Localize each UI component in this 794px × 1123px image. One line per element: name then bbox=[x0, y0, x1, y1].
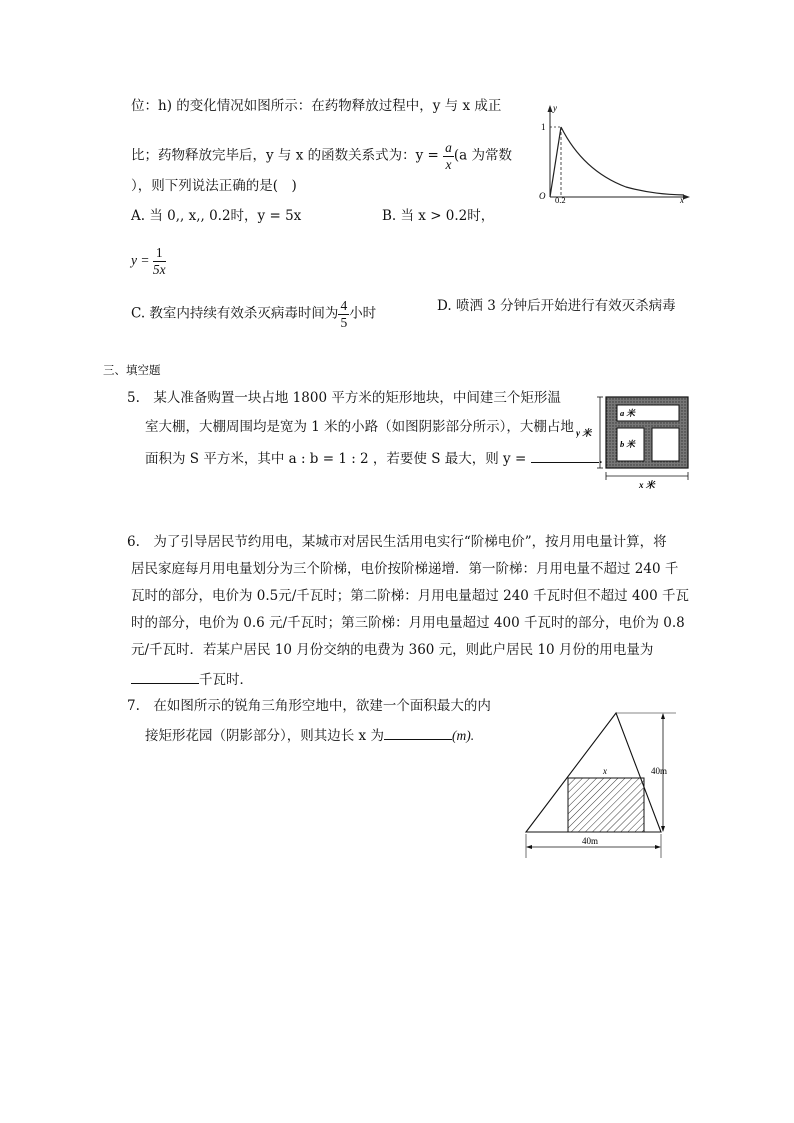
q4-fraction-4-over-5: $\frac{4}{5}$ bbox=[340, 298, 348, 330]
q4-function-graph bbox=[536, 103, 692, 205]
q5-a-label: a 米 bbox=[620, 408, 635, 418]
q5-y-label: y 米 bbox=[576, 428, 592, 438]
q4-option-b-cont: y = $\frac{1}{5x}$ bbox=[131, 245, 166, 277]
q7-line1: 7. 在如图所示的锐角三角形空地中，欲建一个面积最大的内 bbox=[127, 698, 491, 714]
q7-inscribed-rectangle bbox=[568, 778, 644, 832]
q4-line2 bbox=[131, 140, 512, 172]
graph-y-tick: 1 bbox=[541, 122, 546, 132]
q4-option-a: A. 当 0,, x,, 0.2时，y = 5x bbox=[131, 208, 302, 224]
section-title: 三、填空题 bbox=[103, 363, 161, 377]
q7-triangle-figure bbox=[518, 708, 690, 862]
graph-decay-curve bbox=[561, 127, 684, 195]
graph-rising-segment bbox=[550, 127, 561, 197]
q5-greenhouse-c bbox=[652, 428, 679, 461]
graph-origin-label: O bbox=[539, 191, 546, 201]
q7-x-label: x bbox=[603, 766, 607, 776]
q5-greenhouse-figure bbox=[576, 392, 694, 492]
q6-line2: 居民家庭每月用电量划分为三个阶梯，电价按阶梯递增．第一阶梯：月用电量不超过 240 千 bbox=[131, 561, 679, 577]
q6-answer-blank[interactable] bbox=[131, 671, 199, 684]
q4-option-d: D. 喷洒 3 分钟后开始进行有效灭杀病毒 bbox=[437, 298, 676, 314]
q5-x-label: x 米 bbox=[639, 480, 655, 490]
q5-b-label: b 米 bbox=[620, 439, 635, 449]
graph-y-label: y bbox=[553, 103, 557, 113]
q5-line2: 室大棚，大棚周围均是宽为 1 米的小路（如图阴影部分所示），大棚占地 bbox=[145, 419, 574, 435]
q4-fraction-a-over-x: $\frac{a}{x}$ bbox=[445, 140, 452, 172]
q4-fraction-1-over-5x: $\frac{1}{5x}$ bbox=[152, 245, 166, 277]
q4-line3: ），则下列说法正确的是( ) bbox=[131, 178, 297, 194]
q6-line4: 时的部分，电价为 0.6 元/千瓦时；第三阶梯：月用电量超过 400 千瓦时的部分，电价为 0.8 bbox=[131, 615, 685, 631]
q4-line2-suffix: (a 为常数 bbox=[453, 147, 512, 164]
graph-x-arrow bbox=[683, 195, 690, 200]
q7-height-label: 40m bbox=[651, 766, 668, 776]
q6-line5: 元/千瓦时．若某户居民 10 月份交纳的电费为 360 元，则此户居民 10 月份的用电量为 bbox=[131, 642, 654, 658]
q6-line1: 6. 为了引导居民节约用电，某城市对居民生活用电实行“阶梯电价”，按月用电量计算，将 bbox=[127, 534, 667, 550]
q4-line2-prefix: 比；药物释放完毕后，y 与 x 的函数关系式为：y = bbox=[131, 147, 444, 164]
q7-base-label: 40m bbox=[582, 836, 599, 846]
q6-line3: 瓦时的部分，电价为 0.5元/千瓦时；第二阶梯：月用电量超过 240 千瓦时但不超过 400 千瓦 bbox=[131, 588, 690, 604]
q7-answer-blank[interactable] bbox=[384, 727, 452, 740]
graph-x-label: x bbox=[680, 195, 684, 205]
q4-line1: 位：h) 的变化情况如图所示：在药物释放过程中，y 与 x 成正 bbox=[131, 98, 502, 114]
q4-option-b: B. 当 x > 0.2时， bbox=[382, 208, 495, 224]
q6-line6: 千瓦时． bbox=[131, 671, 253, 688]
graph-y-arrow bbox=[548, 105, 553, 112]
q4-option-c: C. 教室内持续有效杀灭病毒时间为 $\frac{4}{5}$ 小时 bbox=[131, 298, 377, 330]
q5-line1: 5. 某人准备购置一块占地 1800 平方米的矩形地块，中间建三个矩形温 bbox=[127, 390, 561, 406]
graph-x-tick: 0.2 bbox=[555, 195, 566, 205]
q7-line2: 接矩形花园（阴影部分），则其边长 x 为 (m). bbox=[145, 728, 475, 744]
q5-line3: 面积为 S 平方米，其中 a : b = 1 : 2 ，若要使 S 最大，则 y = . bbox=[145, 451, 603, 467]
